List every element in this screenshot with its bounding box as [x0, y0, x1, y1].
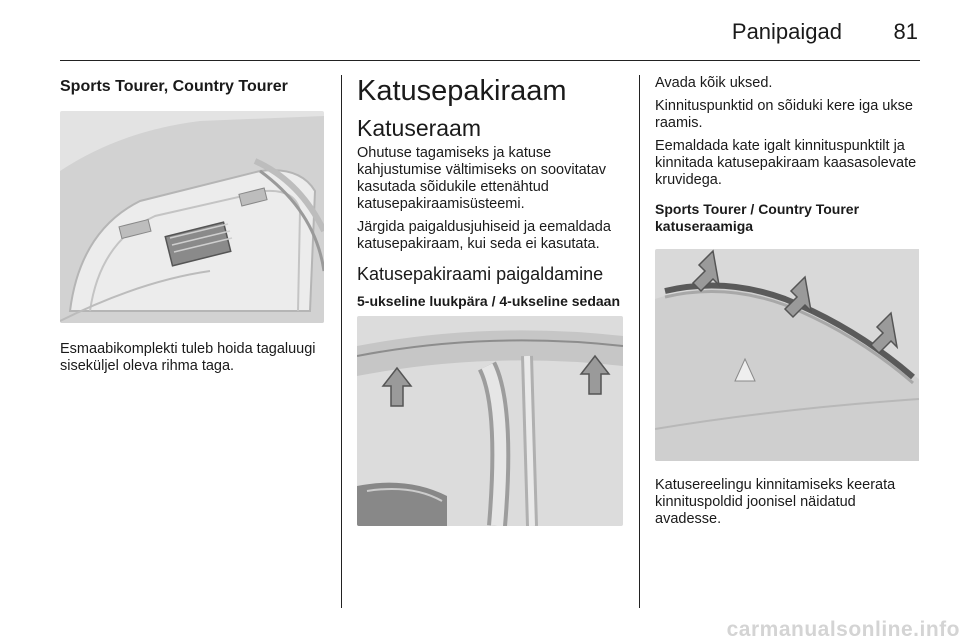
paragraph: Järgida paigaldusjuhiseid ja eemaldada katusepakiraam, kui seda ei kasutata.: [357, 219, 611, 252]
paragraph: Kinnituspunktid on sõiduki kere iga ukse raamis.: [655, 98, 913, 131]
section-heading: Katusepakiraami paigaldamine: [357, 264, 604, 284]
caption: Esmaabikomplekti tuleb hoida tagaluugi siseküljel oleva rihma taga.: [60, 341, 316, 374]
illustration-first-aid-kit: [60, 111, 324, 323]
chapter-title: Katusepakiraam: [357, 75, 567, 107]
column-divider-2: [639, 75, 640, 608]
watermark: carmanualsonline.info: [726, 618, 960, 641]
paragraph: Ohutuse tagamiseks ja katuse kahjustumise vältimiseks on soovitatav kasutada sõidukile ettenähtud katusepakiraamisüsteemi.: [357, 145, 607, 212]
subsection-heading: Sports Tourer / Country Tourer katuseraamiga: [655, 201, 860, 234]
section-title: Katuseraam: [357, 115, 482, 141]
column-divider-1: [341, 75, 342, 608]
illustration-roof-mounting-sedan: [357, 316, 623, 526]
column-left: [60, 75, 324, 381]
paragraph: Avada kõik uksed.: [655, 75, 773, 91]
page-header: [60, 0, 920, 61]
section-heading: Sports Tourer, Country Tourer: [60, 78, 288, 95]
caption: Katusereelingu kinnitamiseks keerata kinnituspoldid joonisel näidatud avadesse.: [655, 477, 896, 527]
paragraph: Eemaldada kate igalt kinnituspunktilt ja kinnitada katusepakiraam kaasasolevate kruvidega.: [655, 138, 917, 188]
page-title: Panipaigad: [731, 19, 842, 44]
column-middle: [357, 75, 623, 526]
illustration-roof-rails-tourer: [655, 249, 925, 461]
column-right: [655, 75, 925, 534]
subsection-heading: 5-ukseline luukpära / 4-ukseline sedaan: [357, 293, 620, 309]
page-number: 81: [893, 19, 918, 44]
